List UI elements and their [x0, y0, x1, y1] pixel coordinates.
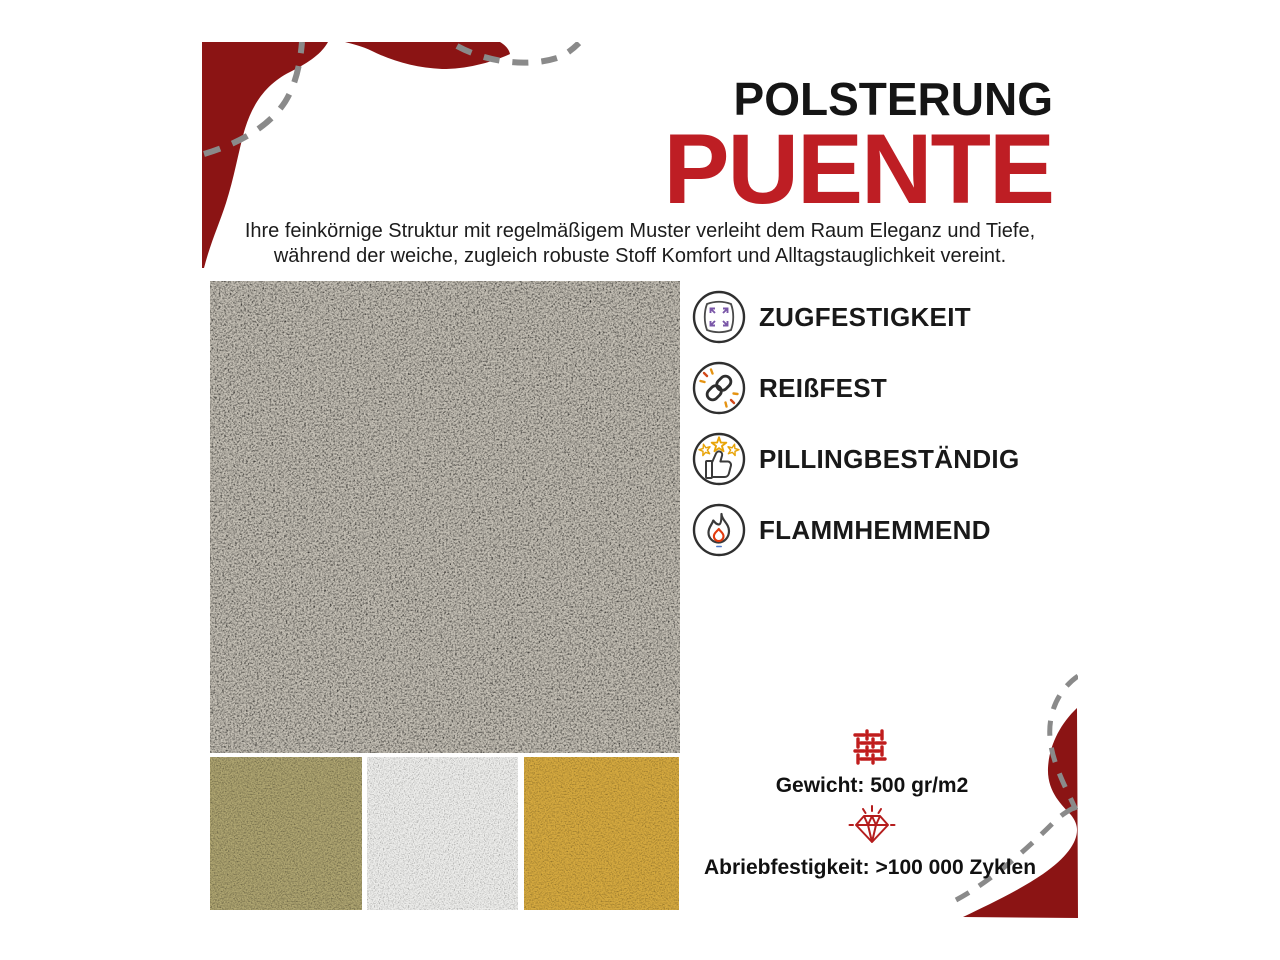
weight-spec-label: Gewicht: 500 gr/m2 — [775, 774, 969, 797]
stretch-pillow-icon — [692, 290, 746, 344]
feature-row — [692, 503, 991, 557]
thumbs-up-stars-icon — [692, 432, 746, 486]
abrasion-spec-label: Abriebfestigkeit: >100 000 Zyklen — [703, 856, 1037, 879]
feature-label: ZUGFESTIGKEIT — [759, 301, 971, 332]
diamond-icon — [848, 804, 896, 848]
title-block — [663, 73, 1053, 224]
chain-link-icon — [692, 361, 746, 415]
category-kicker: POLSTERUNG — [733, 73, 1053, 125]
flame-icon — [692, 503, 746, 557]
feature-row — [692, 361, 887, 415]
feature-label: PILLINGBESTÄNDIG — [759, 443, 1020, 474]
variant-swatch-olive — [210, 757, 362, 910]
intro-paragraph — [202, 219, 1078, 269]
fabric-weave-icon — [850, 727, 890, 767]
feature-row — [692, 432, 1019, 486]
intro-line-1: Ihre feinkörnige Struktur mit regelmäßigem Muster verleiht dem Raum Eleganz und Tiefe, — [244, 220, 1036, 242]
variant-swatch-white — [367, 757, 518, 910]
top-left-decor-wave — [202, 42, 602, 322]
feature-label: REIßFEST — [759, 372, 888, 403]
intro-line-2: während der weiche, zugleich robuste Stoff Komfort und Alltagstauglichkeit vereint. — [273, 245, 1007, 267]
main-fabric-swatch — [210, 281, 680, 753]
variant-swatch-gold — [524, 757, 679, 910]
feature-row — [692, 290, 971, 344]
page-title: PUENTE — [663, 113, 1053, 224]
feature-label: FLAMMHEMMEND — [759, 514, 991, 545]
